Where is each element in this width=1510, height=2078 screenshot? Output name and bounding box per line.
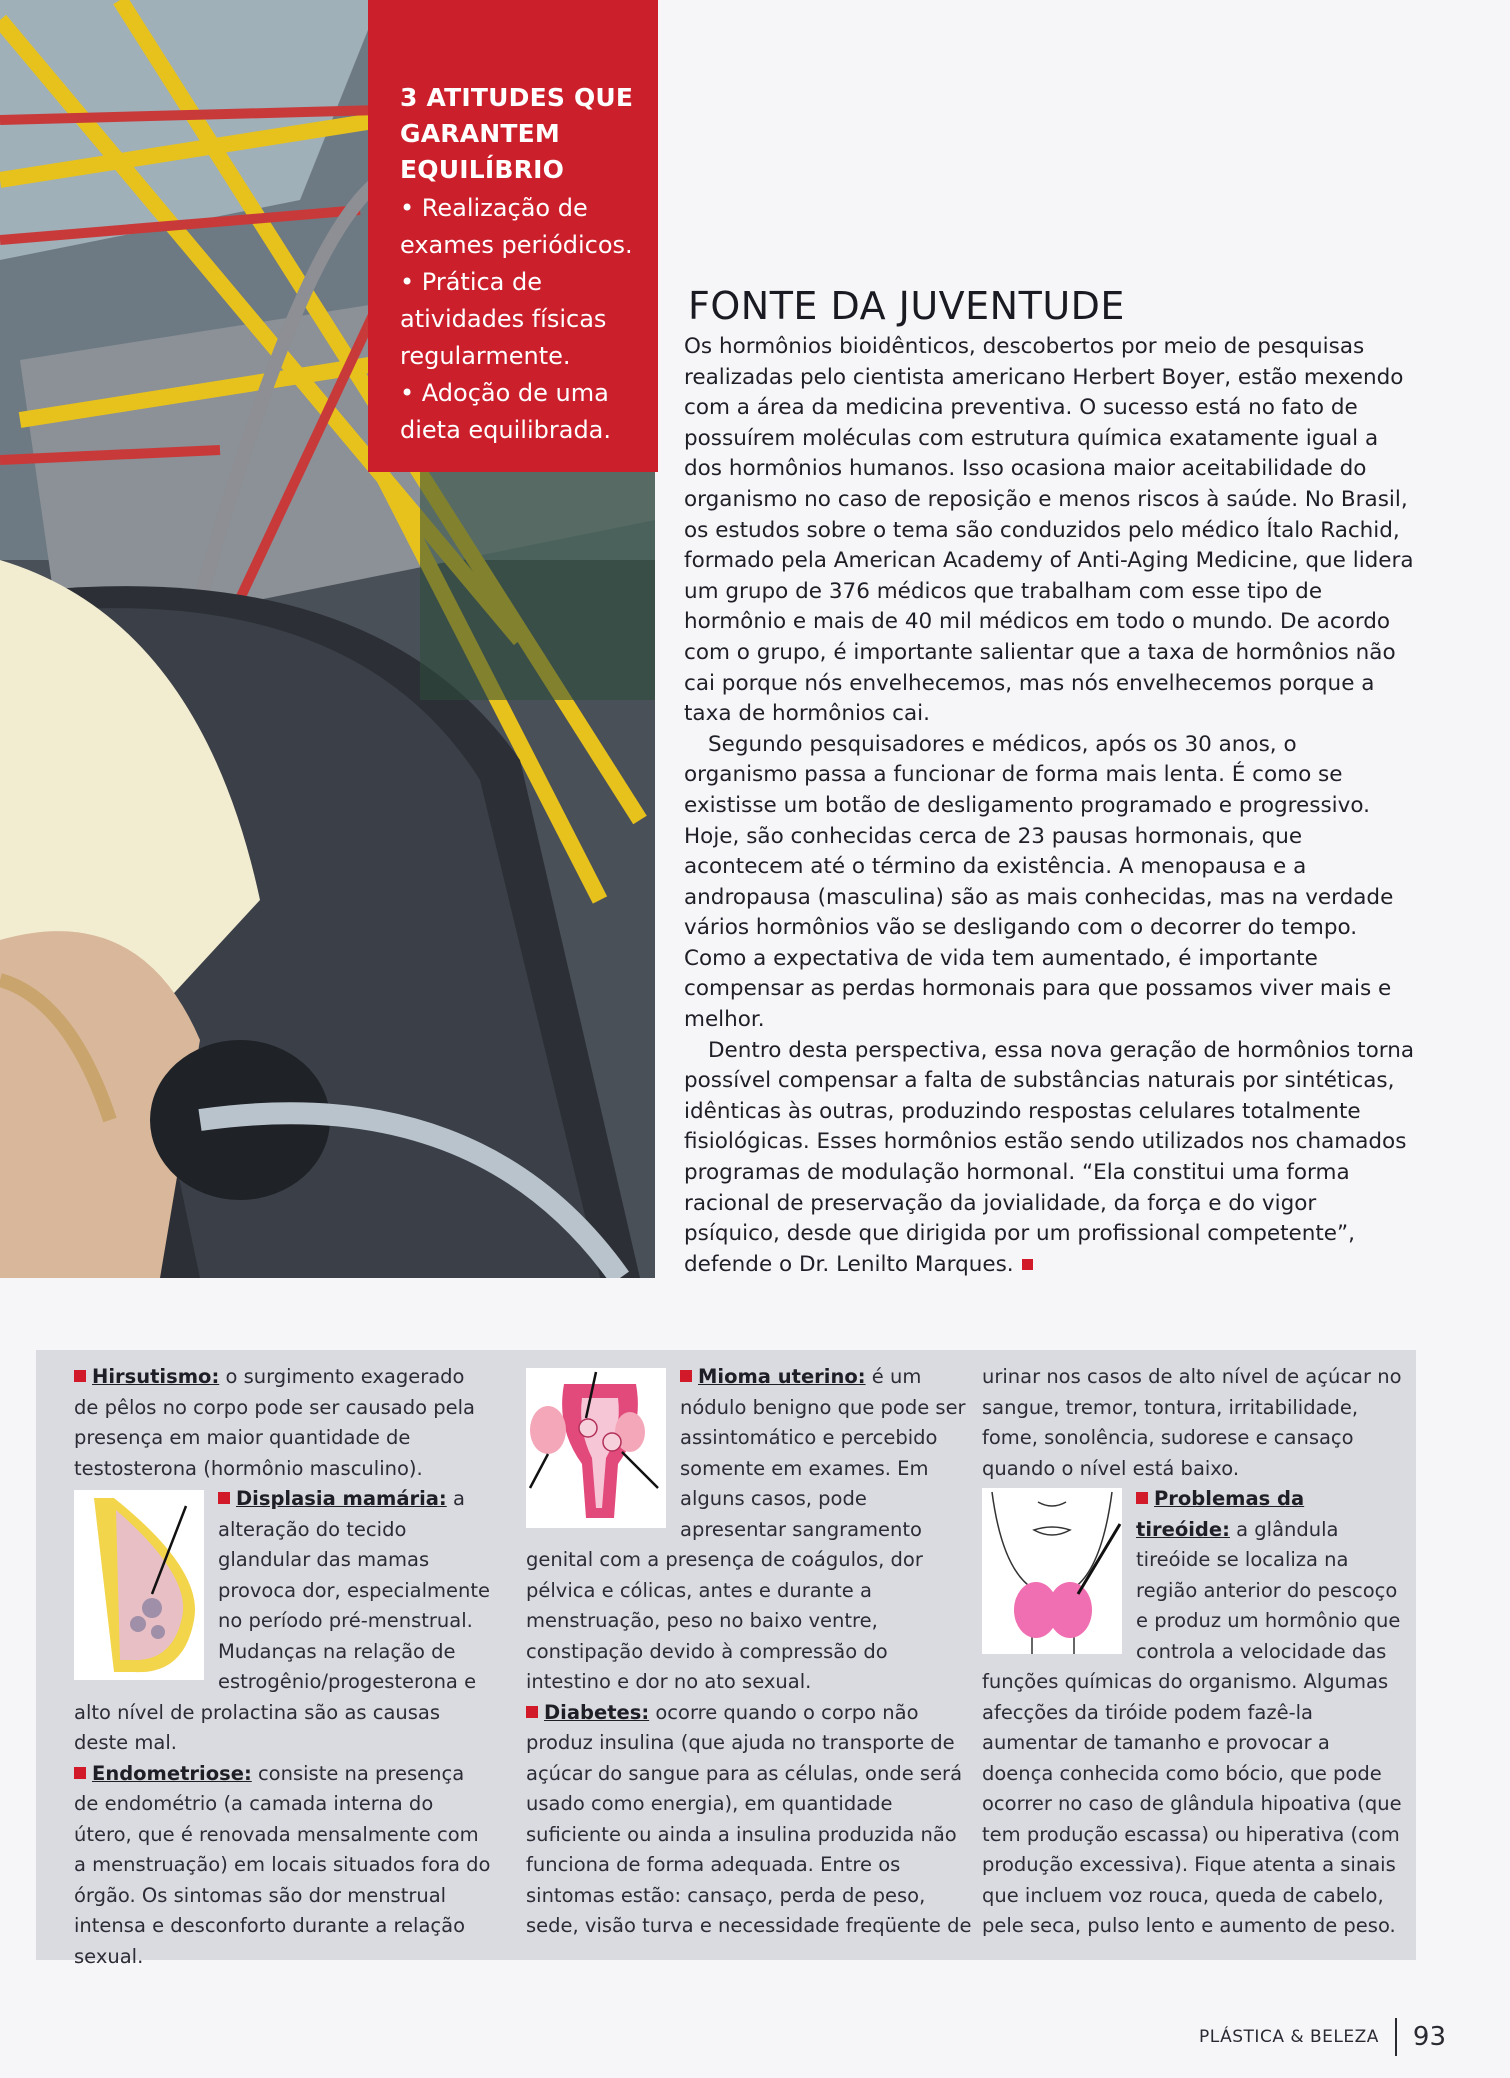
glossary-term: Hirsutismo: <box>92 1365 220 1388</box>
breast-illustration-icon <box>74 1490 204 1680</box>
glossary-text: é um nódulo benigno que pode ser assintomático e percebido somente em exames. Em alguns casos, pode apresentar sangramento genital com a presença de coágulos, dor pélvica e cólicas, antes e durante a menstruação, peso no baixo ventre, constipação devido à compressão do intestino e dor no ato sexual. <box>526 1365 966 1693</box>
bullet-icon <box>1136 1492 1148 1504</box>
article-title: FONTE DA JUVENTUDE <box>688 284 1125 328</box>
glossary-text: ocorre quando o corpo não produz insulina (que ajuda no transporte de açúcar do sangue para as células, onde será usado como energia), em quantidade suficiente ou ainda a insulina produzida não funciona de forma adequada. Entre os sintomas estão: cansaço, perda de peso, sede, visão turva e necessidade freqüente de <box>526 1700 972 1937</box>
glossary-term: Diabetes: <box>544 1700 650 1724</box>
sidebar-item: • Prática de atividades físicas regularmente. <box>400 268 607 370</box>
article-paragraph <box>684 1036 1414 1281</box>
page-footer <box>1199 2018 1446 2056</box>
article <box>684 282 1414 1280</box>
glossary-column-3 <box>982 1362 1402 1942</box>
uterus-illustration-icon <box>526 1368 666 1528</box>
glossary-text: a alteração do tecido glandular das mamas provoca dor, especialmente no período pré-menstrual. Mudanças na relação de estrogênio/progesterona e alto nível de prolactina são as causas deste mal. <box>74 1487 490 1754</box>
glossary-entry-endometriose <box>74 1759 494 1973</box>
glossary-column-2 <box>526 1362 976 1942</box>
page-number: 93 <box>1412 2022 1446 2052</box>
glossary-text: a glândula tireóide se localiza na região anterior do pescoço e produz um hormônio que controla a velocidade das funções químicas do organismo. Algumas afecções da tiróide podem fazê-la aumentar de tamanho e provocar a doença conhecida como bócio, que pode ocorrer no caso de glândula hipoativa (que tem produção escassa) ou hiperativa (com produção excessiva). Fique atenta a sinais que incluem voz rouca, queda de cabelo, pele seca, pulso lento e aumento de peso. <box>982 1517 1402 1937</box>
sidebar-item: • Realização de exames periódicos. <box>400 194 633 259</box>
footer-divider <box>1395 2018 1397 2056</box>
glossary-text-continued: urinar nos casos de alto nível de açúcar no sangue, tremor, tontura, irritabilidade, fome, sonolência, sudorese e cansaço quando o nível está baixo. <box>982 1365 1402 1480</box>
sidebar-list <box>400 190 640 449</box>
bullet-icon <box>74 1370 86 1382</box>
bullet-icon <box>680 1370 692 1382</box>
magazine-name: PLÁSTICA & BELEZA <box>1199 2027 1379 2047</box>
glossary-box <box>36 1350 1416 1968</box>
glossary-term: Mioma uterino: <box>698 1365 866 1388</box>
glossary-term: Problemas da tireóide: <box>1136 1487 1305 1541</box>
thyroid-illustration-icon <box>982 1488 1122 1654</box>
sidebar-item: • Adoção de uma dieta equilibrada. <box>400 379 612 444</box>
end-mark-icon <box>1022 1259 1033 1270</box>
glossary-text: o surgimento exagerado de pêlos no corpo pode ser causado pela presença em maior quantidade de testosterona (hormônio masculino). <box>74 1365 475 1480</box>
glossary-entry-diabetes <box>526 1698 976 1942</box>
article-paragraph: Os hormônios bioidênticos, descobertos por meio de pesquisas realizadas pelo cientista americano Herbert Boyer, estão mexendo com a área da medicina preventiva. O sucesso está no fato de possuírem moléculas com estrutura química exatamente igual a dos hormônios humanos. Isso ocasiona maior aceitabilidade do organismo no caso de reposição e menos riscos à saúde. No Brasil, os estudos sobre o tema são conduzidos pelo médico Ítalo Rachid, formado pela American Academy of Anti-Aging Medicine, que lidera um grupo de 376 médicos que trabalham com esse tipo de hormônio e mais de 40 mil médicos em todo o mundo. De acordo com o grupo, é importante salientar que a taxa de hormônios não cai porque nós envelhecemos, mas nós envelhecemos porque a taxa de hormônios cai. <box>684 334 1414 727</box>
sidebar-title: 3 ATITUDES QUE GARANTEM EQUILÍBRIO <box>400 83 634 184</box>
article-paragraph-text: Dentro desta perspectiva, essa nova geração de hormônios torna possível compensar a falta de substâncias naturais por sintéticas, idênticas às outras, produzindo respostas celulares totalmente fisiológicas. Esses hormônios estão sendo utilizados nos chamados programas de modulação hormonal. “Ela constitui uma forma racional de preservação da jovialidade, da força e do vigor psíquico, desde que dirigida por um profissional competente”, defende o Dr. Lenilto Marques. <box>684 1037 1415 1277</box>
glossary-term: Endometriose: <box>92 1761 252 1785</box>
glossary-entry-tireoide <box>982 1484 1402 1942</box>
glossary-text: consiste na presença de endométrio (a camada interna do útero, que é renovada mensalmente com a menstruação) em locais situados fora do órgão. Os sintomas são dor menstrual intensa e desconforto durante a relação sexual. <box>74 1761 491 1968</box>
bullet-icon <box>218 1492 230 1504</box>
bullet-icon <box>526 1706 538 1718</box>
article-paragraph: Segundo pesquisadores e médicos, após os 30 anos, o organismo passa a funcionar de forma mais lenta. É como se existisse um botão de desligamento programado e progressivo. Hoje, são conhecidas cerca de 23 pausas hormonais, que acontecem até o término da existência. A menopausa e a andropausa (masculina) são as mais conhecidas, mas na verdade vários hormônios vão se desligando com o decorrer do tempo. Como a expectativa de vida tem aumentado, é importante compensar as perdas hormonais para que possamos viver mais e melhor. <box>684 731 1394 1033</box>
glossary-entry-hirsutismo <box>74 1362 494 1484</box>
glossary-term: Displasia mamária: <box>236 1487 447 1510</box>
glossary-entry-displasia <box>74 1484 494 1759</box>
glossary-column-1 <box>74 1362 494 1972</box>
glossary-entry-mioma <box>526 1362 976 1698</box>
bullet-icon <box>74 1767 86 1779</box>
tips-sidebar <box>368 0 658 472</box>
